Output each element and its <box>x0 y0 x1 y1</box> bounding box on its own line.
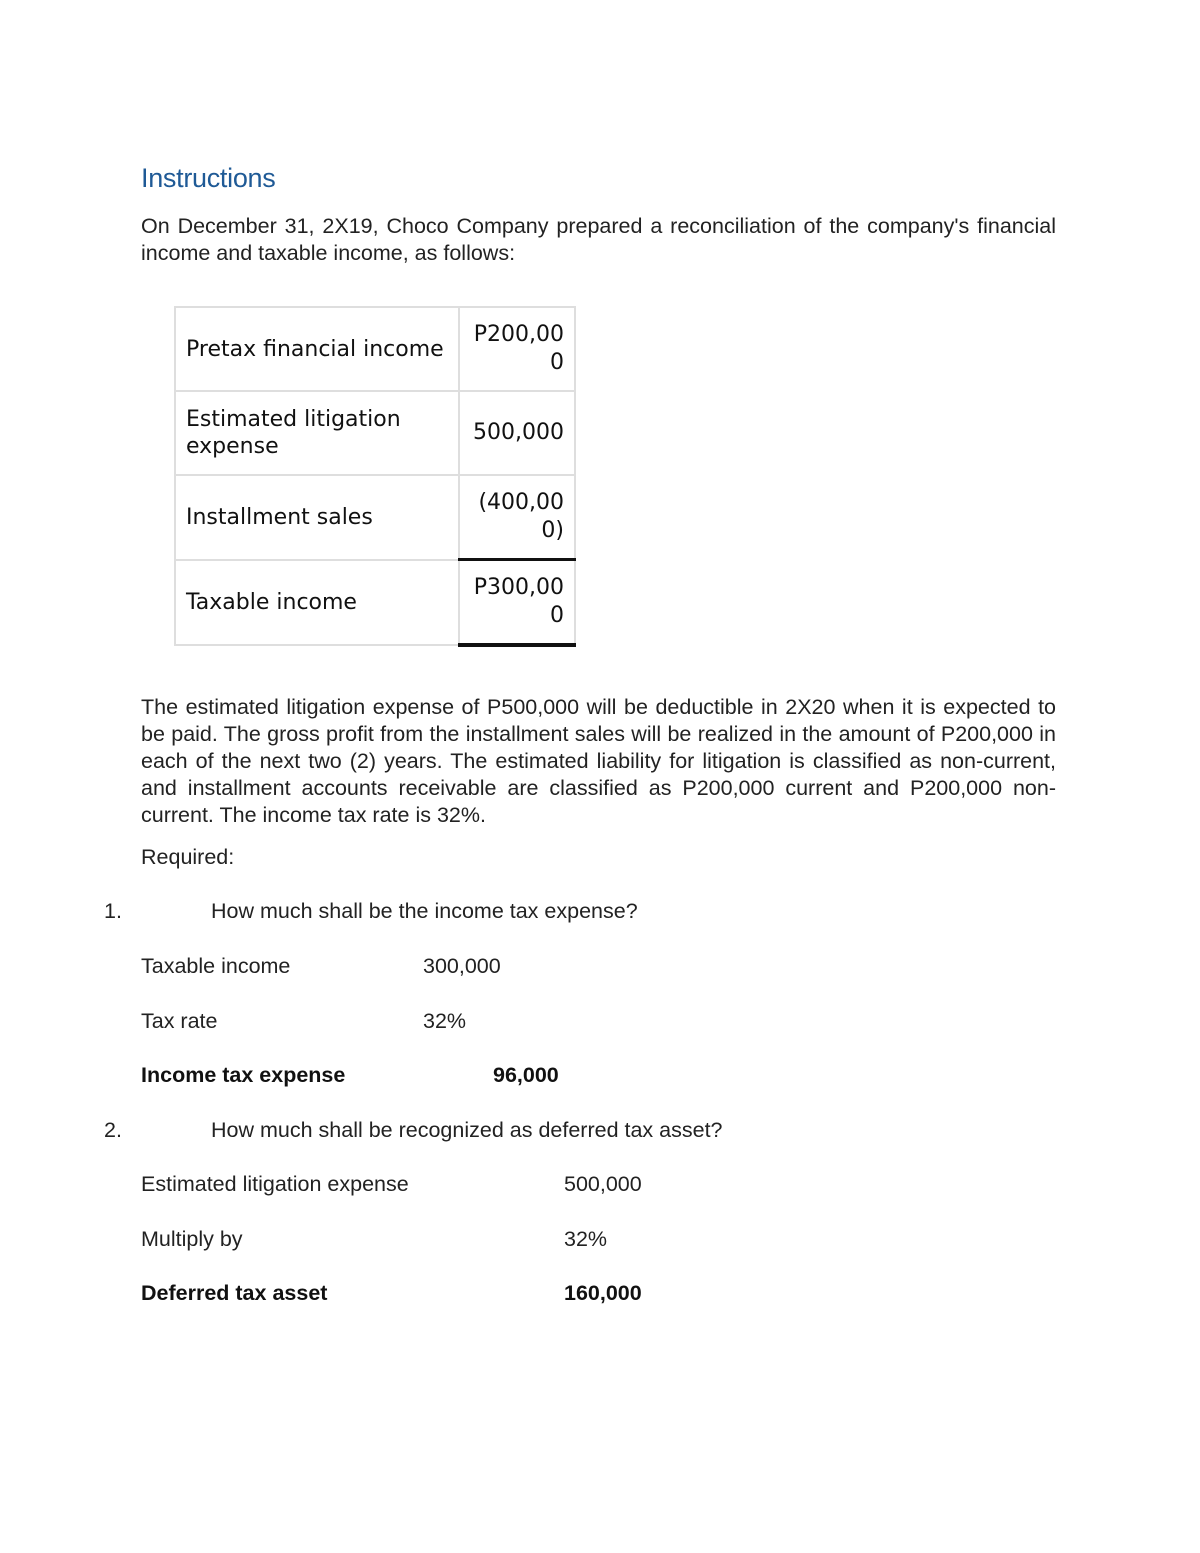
row-label: Taxable income <box>175 560 459 646</box>
row-amount: P300,000 <box>459 560 575 646</box>
calc-value: 32% <box>564 1227 608 1251</box>
explanation-paragraph: The estimated litigation expense of P500,000 will be deductible in 2X20 when it is expected to be paid. The gross profit from the installment sales will be realized in the amount of P200,000 in each of the next two (2) years. The estimated liability for litigation is classified as non-current, and installment accounts receivable are classified as P200,000 current and P200,000 non-current. The income tax rate is 32%. <box>141 695 1056 827</box>
question-number: 1. <box>104 899 122 923</box>
required-label: Required: <box>141 845 235 869</box>
calc-value: 500,000 <box>564 1172 642 1196</box>
table-row <box>175 475 575 560</box>
row-label: Estimated litigation expense <box>175 391 459 475</box>
calc-result-value: 96,000 <box>493 1063 559 1087</box>
reconciliation-table <box>174 306 576 647</box>
row-amount: (400,000) <box>459 475 575 560</box>
calc-value: 300,000 <box>423 954 501 978</box>
calc-result-value: 160,000 <box>564 1281 642 1305</box>
calc-label: Estimated litigation expense <box>141 1172 409 1196</box>
row-amount: 500,000 <box>459 391 575 475</box>
intro-paragraph: On December 31, 2X19, Choco Company prepared a reconciliation of the company's financial income and taxable income, as follows: <box>141 214 1056 265</box>
question-number: 2. <box>104 1118 122 1142</box>
question-text: How much shall be recognized as deferred tax asset? <box>211 1118 723 1142</box>
calc-result-label: Income tax expense <box>141 1063 346 1087</box>
table-row <box>175 391 575 475</box>
row-amount: P200,000 <box>459 307 575 391</box>
calc-result-label: Deferred tax asset <box>141 1281 328 1305</box>
table-row <box>175 307 575 391</box>
calc-label: Multiply by <box>141 1227 243 1251</box>
calc-label: Taxable income <box>141 954 291 978</box>
table-row-total <box>175 560 575 646</box>
calc-value: 32% <box>423 1009 467 1033</box>
row-label: Installment sales <box>175 475 459 560</box>
question-text: How much shall be the income tax expense? <box>211 899 638 923</box>
calc-label: Tax rate <box>141 1009 218 1033</box>
row-label: Pretax financial income <box>175 307 459 391</box>
instructions-heading: Instructions <box>141 163 276 193</box>
